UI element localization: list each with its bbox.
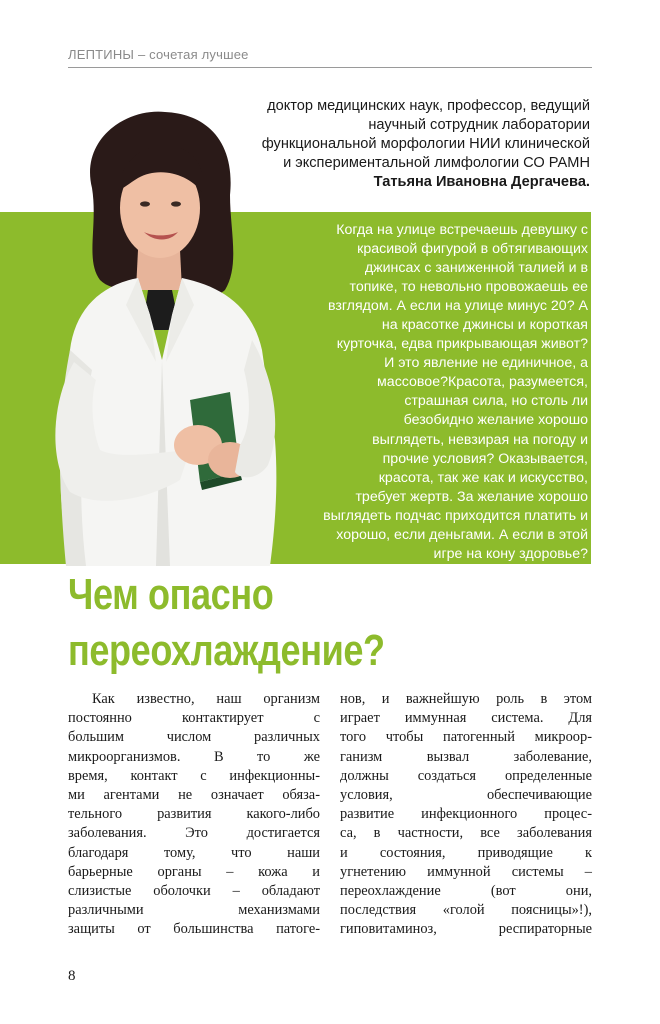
body-text-line: должны создаться определенные xyxy=(340,767,592,784)
intro-line: И это явление не единичное, а xyxy=(384,355,588,372)
intro-line: курточка, едва прикрывающая живот? xyxy=(336,336,588,353)
author-credentials-line: функциональной морфологии НИИ клинической xyxy=(261,136,590,152)
body-text-line: ми агентами не означает обяза- xyxy=(68,787,320,804)
body-text-line: различными механизмами xyxy=(68,902,320,919)
body-text-line: слизистые оболочки – обладают xyxy=(68,883,320,900)
body-text-line: того чтобы патогенный микроор- xyxy=(340,729,592,746)
running-header: ЛЕПТИНЫ – сочетая лучшее xyxy=(68,47,249,62)
intro-line: Когда на улице встречаешь девушку с xyxy=(336,222,588,238)
body-text-line: переохлаждение (вот они, xyxy=(340,883,592,900)
intro-line: хорошо, если деньгами. А если в этой xyxy=(336,526,588,543)
body-text-line: са, в частности, все заболевания xyxy=(340,825,592,842)
body-text-line: развитие инфекционного процес- xyxy=(340,806,592,823)
body-text-line: заболевания. Это достигается xyxy=(68,825,320,842)
intro-line: массовое?Красота, разумеется, xyxy=(377,374,588,391)
author-credentials-line: научный сотрудник лаборатории xyxy=(368,117,590,133)
body-text-line: благодаря тому, что наши xyxy=(68,844,320,861)
body-text-line: постоянно контактирует с xyxy=(68,710,320,727)
body-text-line: тельного развития какого-либо xyxy=(68,806,320,823)
author-name: Татьяна Ивановна Дергачева. xyxy=(373,174,590,190)
intro-line: взглядом. А если на улице минус 20? А xyxy=(327,298,588,315)
intro-line: выглядеть, невзирая на погоду и xyxy=(372,431,588,448)
author-credentials-line: и экспериментальной лимфологии СО РАМН xyxy=(283,155,590,171)
body-text-line: время, контакт с инфекционны- xyxy=(68,767,320,784)
intro-line: выглядеть подчас приходится платить и xyxy=(323,507,588,524)
body-text-line: играет иммунная система. Для xyxy=(340,710,592,727)
body-text-line: барьерные органы – кожа и xyxy=(68,863,320,880)
intro-line: прочие условия? Оказывается, xyxy=(382,450,588,467)
intro-line: безобидно желание хорошо xyxy=(403,412,588,429)
author-portrait-photo xyxy=(30,100,300,566)
body-text-line: последствия «голой поясницы»!), xyxy=(340,902,592,919)
author-credentials-line: доктор медицинских наук, профессор, ведущий xyxy=(267,98,590,114)
intro-line: топике, то невольно провожаешь ее xyxy=(349,279,588,296)
body-text-line: микроорганизмов. В то же xyxy=(68,748,320,765)
body-text-line: условия, обеспечивающие xyxy=(340,787,592,804)
body-text-line: большим числом различных xyxy=(68,729,320,746)
article-title xyxy=(68,567,385,679)
intro-line: красота, так же как и искусство, xyxy=(378,469,588,486)
intro-paragraph xyxy=(258,221,588,564)
intro-line: требует жертв. За желание хорошо xyxy=(355,488,588,505)
intro-line: страшная сила, но столь ли xyxy=(404,393,588,410)
body-text-line: угнетению иммунной системы – xyxy=(340,863,592,880)
intro-line: красивой фигурой в обтягивающих xyxy=(357,241,588,258)
article-title-line: Чем опасно xyxy=(68,570,274,619)
body-text-line: ганизм вызвал заболевание, xyxy=(340,748,592,765)
intro-line: джинсах с заниженной талией и в xyxy=(364,260,588,277)
header-divider xyxy=(68,67,592,68)
article-column-right xyxy=(340,690,592,940)
page-number: 8 xyxy=(68,968,76,984)
article-column-left xyxy=(68,690,320,940)
body-text-line: Как известно, наш организм xyxy=(92,691,320,707)
intro-line: игре на кону здоровье? xyxy=(433,545,588,562)
intro-line: на красотке джинсы и короткая xyxy=(381,317,588,334)
body-text-line: защиты от большинства патоге- xyxy=(68,921,320,938)
body-text-line: и состояния, приводящие к xyxy=(340,844,592,861)
body-text-line: гиповитаминоз, респираторные xyxy=(340,921,592,938)
body-text-line: нов, и важнейшую роль в этом xyxy=(340,691,592,707)
article-title-line: переохлаждение? xyxy=(68,626,385,675)
